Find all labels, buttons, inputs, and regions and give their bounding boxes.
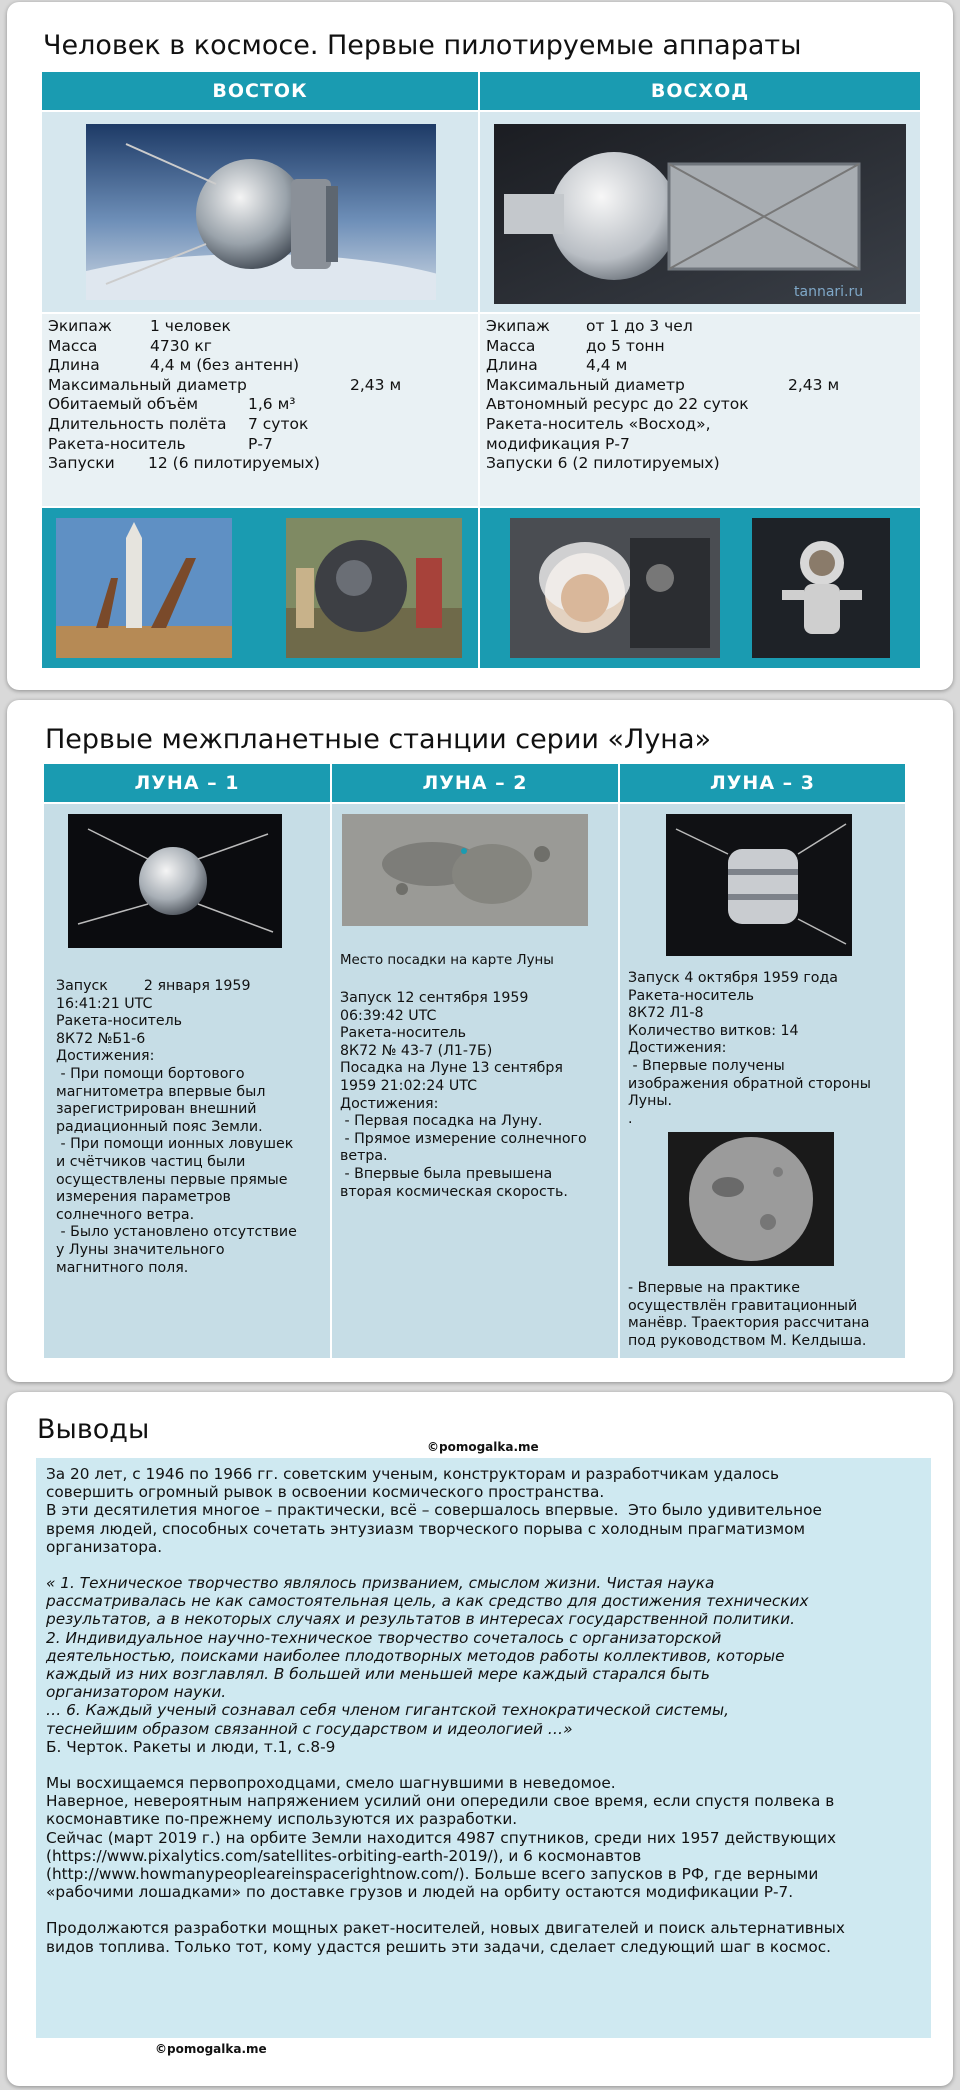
vostok-specs bbox=[48, 317, 401, 474]
cell-voskhod-photos bbox=[480, 508, 920, 668]
voskhod-spacecraft-photo bbox=[494, 124, 906, 304]
text-line: «рабочими лошадками» по доставке грузов и людей на орбиту остаются модификации Р-7. bbox=[46, 1883, 794, 1902]
cell-luna3 bbox=[620, 804, 905, 1358]
luna3-text-bottom bbox=[628, 1280, 870, 1350]
text-line: « 1. Техническое творчество являлось призванием, смыслом жизни. Чистая наука bbox=[46, 1574, 715, 1593]
slide-title: Выводы bbox=[37, 1414, 150, 1445]
spec-value: Р-7 bbox=[248, 434, 273, 453]
spec-key: Длина bbox=[486, 356, 538, 375]
spec-value: 2,43 м bbox=[788, 375, 840, 394]
text-line: организатора. bbox=[46, 1537, 163, 1556]
text-line: Ракета-носитель bbox=[56, 1013, 183, 1030]
spec-value: 1,6 м³ bbox=[248, 395, 296, 414]
header-luna2: ЛУНА – 2 bbox=[332, 764, 618, 802]
text-line: осуществлены первые прямые bbox=[56, 1171, 288, 1188]
text-line: Ракета-носитель bbox=[340, 1025, 467, 1042]
text-line: зарегистрирован внешний bbox=[56, 1101, 257, 1118]
text-line: 8К72 № 43-7 (Л1-7Б) bbox=[340, 1042, 493, 1059]
luna2-landing-map-image bbox=[342, 814, 588, 926]
text-line: организатором науки. bbox=[46, 1683, 227, 1702]
text-line: манёвр. Траектория рассчитана bbox=[628, 1315, 870, 1332]
text-line: - При помощи ионных ловушек bbox=[56, 1136, 294, 1153]
spec-key: Ракета-носитель bbox=[48, 434, 186, 453]
text-line: - Первая посадка на Луну. bbox=[340, 1113, 543, 1130]
luna2-map-caption: Место посадки на карте Луны bbox=[340, 953, 554, 968]
spacewalk-photo bbox=[752, 518, 890, 658]
text-line: - Было установлено отсутствие bbox=[56, 1224, 297, 1241]
spec-value: до 5 тонн bbox=[586, 336, 665, 355]
quote-paragraph bbox=[46, 1574, 921, 1738]
cell-vostok-photos bbox=[42, 508, 478, 668]
text-line: - Прямое измерение солнечного bbox=[340, 1130, 587, 1147]
text-line: Посадка на Луне 13 сентября bbox=[340, 1060, 563, 1077]
text-line: Луны. bbox=[628, 1093, 673, 1110]
text-line: время людей, способных сочетать энтузиазм творческого порыва с холодным прагматизмом bbox=[46, 1519, 806, 1538]
vostok-launchpad-photo bbox=[56, 518, 232, 658]
spec-key: Запуски bbox=[48, 454, 115, 473]
text-line: под руководством М. Келдыша. bbox=[628, 1332, 867, 1349]
text-line: и счётчиков частиц были bbox=[56, 1153, 246, 1170]
text-line: результатов, а в некоторых случаях и результатов в интересах государственной политики. bbox=[46, 1610, 795, 1629]
text-line: вторая космическая скорость. bbox=[340, 1183, 568, 1200]
text-line: изображения обратной стороны bbox=[628, 1075, 871, 1092]
vostok-spacecraft-photo bbox=[86, 124, 436, 300]
luna1-text bbox=[56, 978, 297, 1277]
spec-key: Масса bbox=[48, 336, 98, 355]
text-line: радиационный пояс Земли. bbox=[56, 1118, 263, 1135]
text-line: Сейчас (март 2019 г.) на орбите Земли находится 4987 спутников, среди них 1957 действующих bbox=[46, 1828, 837, 1847]
spec-value: 4,4 м bbox=[586, 356, 628, 375]
text-line: Продолжаются разработки мощных ракет-носителей, новых двигателей и поиск альтернативных bbox=[46, 1919, 845, 1938]
text-line: осуществлён гравитационный bbox=[628, 1297, 858, 1314]
luna2-text bbox=[340, 990, 587, 1201]
spacecraft-table bbox=[42, 72, 920, 668]
spec-line: модификация Р-7 bbox=[486, 434, 630, 453]
paragraph bbox=[46, 1919, 921, 1955]
spec-key: Длительность полёта bbox=[48, 414, 227, 433]
text-line: - При помощи бортового bbox=[56, 1065, 245, 1082]
slide-title: Первые межпланетные станции серии «Луна» bbox=[45, 724, 712, 755]
moon-far-side-image bbox=[668, 1132, 834, 1266]
text-line: 8К72 №Б1-6 bbox=[56, 1030, 146, 1047]
header-luna1: ЛУНА – 1 bbox=[44, 764, 330, 802]
text-line: солнечного ветра. bbox=[56, 1206, 195, 1223]
slide-conclusions bbox=[7, 1392, 953, 2086]
text-line: … 6. Каждый ученый сознавал себя членом гигантской технократической системы, bbox=[46, 1701, 729, 1720]
text-line: Запуск 2 января 1959 bbox=[56, 978, 251, 994]
spec-key: Максимальный диаметр bbox=[48, 375, 247, 394]
cell-voskhod-image bbox=[480, 112, 920, 312]
text-line: космонавтике по-прежнему используются их разработки. bbox=[46, 1810, 518, 1829]
text-line: Запуск 12 сентября 1959 bbox=[340, 990, 529, 1006]
spec-value: 12 (6 пилотируемых) bbox=[148, 454, 320, 473]
text-line: 2. Индивидуальное научно-техническое творчество сочеталось с организаторской bbox=[46, 1628, 722, 1647]
cell-luna1 bbox=[44, 804, 330, 1358]
text-line: деятельностью, поисками наиболее плодотворных методов работы коллективов, которые bbox=[46, 1646, 785, 1665]
spec-line: Ракета-носитель «Восход», bbox=[486, 414, 711, 433]
text-line: (http://www.howmanypeopleareinspacerightnow.com/). Больше всего запусков в РФ, где верными bbox=[46, 1865, 819, 1884]
spec-key: Масса bbox=[486, 336, 536, 355]
text-line: Мы восхищаемся первопроходцами, смело шагнувшими в неведомое. bbox=[46, 1774, 616, 1793]
cosmonaut-in-cabin-photo bbox=[510, 518, 720, 658]
luna3-probe-image bbox=[666, 814, 852, 956]
text-line: Количество витков: 14 bbox=[628, 1022, 799, 1039]
text-line: (https://www.pixalytics.com/satellites-orbiting-earth-2019/), и 6 космонавтов bbox=[46, 1846, 642, 1865]
text-line: каждый из них возглавлял. В большей или меньшей мере каждый старался быть bbox=[46, 1665, 710, 1684]
text-line: Б. Черток. Ракеты и люди, т.1, с.8-9 bbox=[46, 1737, 336, 1756]
spec-value: 4,4 м (без антенн) bbox=[150, 356, 300, 375]
text-line: Запуск 4 октября 1959 года bbox=[628, 970, 838, 986]
spec-value: 1 человек bbox=[150, 317, 231, 335]
paragraph bbox=[46, 1774, 921, 1901]
cell-luna2 bbox=[332, 804, 618, 1358]
luna1-probe-image bbox=[68, 814, 282, 948]
text-line: Наверное, невероятным напряжением усилий они опередили свое время, если спустя полвека в bbox=[46, 1792, 835, 1811]
luna-table bbox=[44, 764, 905, 1358]
text-line: . bbox=[628, 1110, 633, 1127]
text-line: - Впервые была превышена bbox=[340, 1165, 553, 1182]
spec-key: Экипаж bbox=[486, 317, 550, 335]
text-line: За 20 лет, с 1946 по 1966 гг. советским ученым, конструкторам и разработчикам удалось bbox=[46, 1465, 780, 1483]
slide-spacecraft bbox=[7, 2, 953, 690]
text-line: ветра. bbox=[340, 1148, 388, 1165]
text-line: Достижения: bbox=[628, 1040, 727, 1057]
text-line: Достижения: bbox=[56, 1048, 155, 1065]
spec-key: Максимальный диаметр bbox=[486, 375, 685, 394]
text-line: у Луны значительного bbox=[56, 1241, 225, 1258]
voskhod-photo-watermark: tannari.ru bbox=[794, 284, 864, 300]
spec-line: Запуски 6 (2 пилотируемых) bbox=[486, 454, 720, 473]
spec-line: Автономный ресурс до 22 суток bbox=[486, 395, 749, 414]
text-line: В эти десятилетия многое – практически, всё – совершалось впервые. Это было удивительное bbox=[46, 1501, 822, 1520]
paragraph bbox=[46, 1465, 921, 1556]
text-line: видов топлива. Только тот, кому удастся решить эти задачи, сделает следующий шаг в космос. bbox=[46, 1937, 832, 1956]
text-line: Достижения: bbox=[340, 1095, 439, 1112]
text-line: - Впервые на практике bbox=[628, 1280, 800, 1296]
spec-key: Длина bbox=[48, 356, 100, 375]
header-vostok: ВОСТОК bbox=[42, 72, 478, 110]
slide-title: Человек в космосе. Первые пилотируемые аппараты bbox=[43, 30, 802, 61]
spec-value: 2,43 м bbox=[350, 375, 402, 394]
text-line: рассматривалась не как самостоятельная цель, а как средство для достижения технических bbox=[46, 1592, 809, 1611]
spec-value: 7 суток bbox=[248, 414, 309, 433]
cell-voskhod-specs bbox=[480, 314, 920, 506]
text-line: магнитного поля. bbox=[56, 1259, 189, 1276]
voskhod-specs bbox=[486, 317, 839, 474]
text-line: 06:39:42 UTC bbox=[340, 1007, 437, 1024]
text-line: 16:41:21 UTC bbox=[56, 995, 153, 1012]
text-line: 1959 21:02:24 UTC bbox=[340, 1077, 477, 1094]
text-line: Ракета-носитель bbox=[628, 987, 755, 1004]
conclusions-box bbox=[36, 1458, 931, 2038]
slide-luna-stations bbox=[7, 700, 953, 1382]
header-voskhod: ВОСХОД bbox=[480, 72, 920, 110]
spec-value: 4730 кг bbox=[150, 336, 212, 355]
luna3-text-top bbox=[628, 970, 871, 1128]
spec-key: Экипаж bbox=[48, 317, 112, 335]
text-line: теснейшим образом связанной с государством и идеологией …» bbox=[46, 1719, 573, 1738]
cell-vostok-specs bbox=[42, 314, 478, 506]
spec-key: Обитаемый объём bbox=[48, 395, 199, 414]
watermark-bottom: ©pomogalka.me bbox=[155, 2042, 267, 2056]
header-luna3: ЛУНА – 3 bbox=[620, 764, 905, 802]
text-line: - Впервые получены bbox=[628, 1057, 785, 1074]
text-line: магнитометра впервые был bbox=[56, 1083, 266, 1100]
vostok-capsule-landing-photo bbox=[286, 518, 462, 658]
citation bbox=[46, 1738, 921, 1756]
cell-vostok-image bbox=[42, 112, 478, 312]
text-line: 8К72 Л1-8 bbox=[628, 1005, 704, 1022]
text-line: совершить огромный рывок в освоении космического пространства. bbox=[46, 1483, 605, 1502]
watermark-top: ©pomogalka.me bbox=[427, 1440, 539, 1454]
text-line: измерения параметров bbox=[56, 1189, 231, 1206]
spec-value: от 1 до 3 чел bbox=[586, 317, 693, 335]
